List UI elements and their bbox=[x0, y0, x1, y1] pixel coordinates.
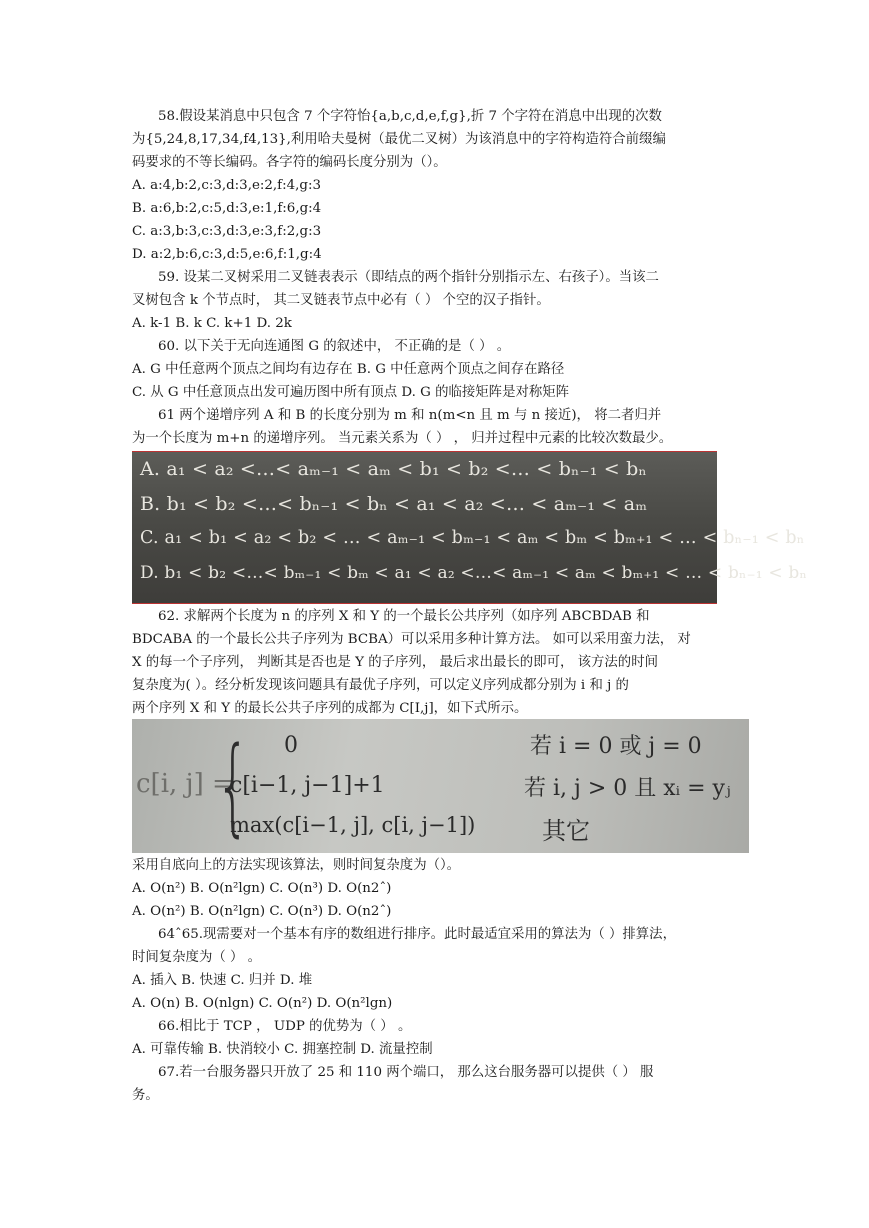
q61-options-photo bbox=[132, 451, 808, 604]
formula-case-1: 0 bbox=[284, 733, 298, 758]
q62-stem: 62. 求解两个长度为 n 的序列 X 和 Y 的一个最长公共序列（如序列 ABCBDAB 和 bbox=[158, 609, 650, 624]
q61-photo-option-c: C. a₁ < b₁ < a₂ < b₂ < … < aₘ₋₁ < bₘ₋₁ < aₘ < bₘ < bₘ₊₁ < … < bₙ₋₁ < bₙ bbox=[140, 528, 805, 548]
formula-cond-2: 若 i, j > 0 且 xᵢ = yⱼ bbox=[524, 776, 731, 801]
q58-option-c: C. a:3,b:3,c:3,d:3,e:3,f:2,g:3 bbox=[132, 224, 322, 239]
formula-case-2: c[i−1, j−1]+1 bbox=[230, 773, 385, 798]
q60-options-ab: A. G 中任意两个顶点之间均有边存在 B. G 中任意两个顶点之间存在路径 bbox=[132, 362, 565, 377]
q67-stem-cont: 务。 bbox=[132, 1088, 159, 1103]
q62-after-text: 采用自底向上的方法实现该算法，则时间复杂度为（）。 bbox=[132, 858, 461, 873]
formula-cond-3: 其它 bbox=[542, 817, 590, 845]
q59-stem: 59. 设某二叉树采用二叉链表表示（即结点的两个指针分别指示左、右孩子）。当该二 bbox=[158, 270, 659, 285]
q58-stem-cont: 为{5,24,8,17,34,f4,13},利用哈夫曼树（最优二叉树）为该消息中的字符构造符合前缀编 bbox=[132, 132, 666, 147]
q61-photo-option-a: A. a₁ < a₂ <…< aₘ₋₁ < aₘ < b₁ < b₂ <… < bₙ₋₁ < bₙ bbox=[140, 458, 647, 480]
q58-stem: 58.假设某消息中只包含 7 个字符怡{a,b,c,d,e,f,g},折 7 个字符在消息中出现的次数 bbox=[158, 109, 662, 124]
q64-stem: 64ˆ65.现需要对一个基本有序的数组进行排序。此时最适宜采用的算法为（ ）排算法， bbox=[158, 927, 676, 942]
q61-stem-cont: 为一个长度为 m+n 的递增序列。 当元素关系为（ ） ， 归并过程中元素的比较次数最少。 bbox=[132, 431, 673, 446]
q64-stem-cont: 时间复杂度为（ ） 。 bbox=[132, 950, 262, 965]
q58-option-b: B. a:6,b:2,c:5,d:3,e:1,f:6,g:4 bbox=[132, 201, 322, 216]
q60-stem: 60. 以下关于无向连通图 G 的叙述中， 不正确的是（ ） 。 bbox=[158, 339, 511, 354]
formula-case-3: max(c[i−1, j], c[i, j−1]) bbox=[230, 813, 476, 837]
formula-brace: { bbox=[216, 724, 250, 847]
q62-formula-photo bbox=[132, 719, 749, 853]
q58-option-a: A. a:4,b:2,c:3,d:3,e:2,f:4,g:3 bbox=[132, 178, 322, 193]
q62-stem-cont: 复杂度为( ）。经分析发现该问题具有最优子序列，可以定义序列成都分别为 i 和 j 的 bbox=[132, 678, 629, 693]
q59-stem-cont: 叉树包含 k 个节点时， 其二叉链表节点中必有（ ） 个空的汉子指针。 bbox=[132, 293, 550, 308]
q60-options-cd: C. 从 G 中任意顶点出发可遍历图中所有顶点 D. G 的临接矩阵是对称矩阵 bbox=[132, 385, 570, 400]
q61-stem: 61 两个递增序列 A 和 B 的长度分别为 m 和 n(m<n 且 m 与 n 接近)， 将二者归并 bbox=[158, 408, 662, 423]
q61-photo-option-b: B. b₁ < b₂ <…< bₙ₋₁ < bₙ < a₁ < a₂ <… < aₘ₋₁ < aₘ bbox=[140, 493, 648, 515]
q66-stem: 66.相比于 TCP ， UDP 的优势为（ ） 。 bbox=[158, 1019, 412, 1034]
q62-options: A. O(n²) B. O(n²lgn) C. O(n³) D. O(n2ˆ) bbox=[132, 881, 392, 896]
q61-photo-option-d: D. b₁ < b₂ <…< bₘ₋₁ < bₘ < a₁ < a₂ <…< aₘ₋₁ < aₘ < bₘ₊₁ < … < bₙ₋₁ < bₙ bbox=[140, 563, 808, 583]
q58-stem-cont: 码要求的不等长编码。各字符的编码长度分别为（）。 bbox=[132, 155, 447, 170]
q65-options: A. O(n) B. O(nlgn) C. O(n²) D. O(n²lgn) bbox=[132, 996, 393, 1011]
q63-options: A. O(n²) B. O(n²lgn) C. O(n³) D. O(n2ˆ) bbox=[132, 904, 392, 919]
q66-options: A. 可靠传输 B. 快消较小 C. 拥塞控制 D. 流量控制 bbox=[132, 1042, 433, 1057]
q64-options: A. 插入 B. 快速 C. 归并 D. 堆 bbox=[132, 973, 313, 988]
q59-options: A. k-1 B. k C. k+1 D. 2k bbox=[132, 316, 292, 331]
q58-option-d: D. a:2,b:6,c:3,d:5,e:6,f:1,g:4 bbox=[132, 247, 322, 262]
q62-stem-cont: BDCABA 的一个最长公共子序列为 BCBA）可以采用多种计算方法。 如可以采用蛮力法， 对 bbox=[132, 632, 691, 647]
formula-lhs: c[i, j] = bbox=[136, 769, 234, 799]
q67-stem: 67.若一台服务器只开放了 25 和 110 两个端口， 那么这台服务器可以提供（ ） 服 bbox=[158, 1065, 654, 1080]
formula-cond-1: 若 i = 0 或 j = 0 bbox=[530, 734, 702, 759]
q62-stem-cont: X 的每一个子序列， 判断其是否也是 Y 的子序列， 最后求出最长的即可， 该方法的时间 bbox=[132, 655, 658, 670]
q62-stem-cont: 两个序列 X 和 Y 的最长公共子序列的成都为 C[I,j]，如下式所示。 bbox=[132, 701, 528, 716]
